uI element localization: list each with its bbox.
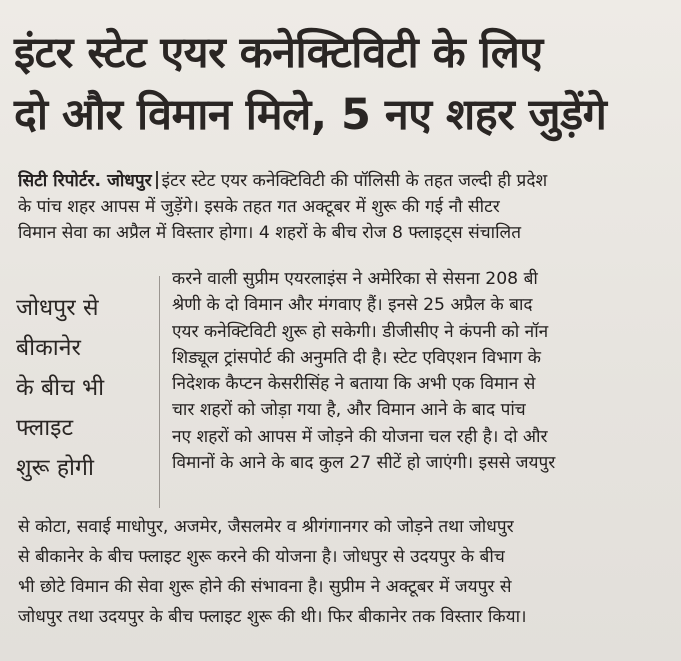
body-line: विमानों के आने के बाद कुल 27 सीटें हो जाएंगी। इससे जयपुर: [172, 453, 556, 474]
pull-quote: [16, 288, 154, 488]
body-line: चार शहरों को जोड़ा गया है, और विमान आने के बाद पांच: [172, 400, 526, 421]
pull-quote-line: फ्लाइट: [16, 415, 74, 441]
body-line: नए शहरों को आपस में जोड़ने की योजना चल रही है। दो और: [172, 426, 548, 447]
body-line: निदेशक कैप्टन केसरीसिंह ने बताया कि अभी एक विमान से: [172, 374, 536, 395]
body-line: शिड्यूल ट्रांसपोर्ट की अनुमति दी है। स्टेट एविएशन विभाग के: [172, 347, 541, 368]
closing-paragraph: [18, 512, 668, 632]
headline-line-2: दो और विमान मिले, 5 नए शहर जुड़ेंगे: [14, 90, 607, 140]
pull-quote-line: शुरू होगी: [16, 455, 94, 481]
pull-quote-line: के बीच भी: [16, 375, 105, 401]
headline: [14, 22, 669, 146]
column-divider: [159, 276, 160, 508]
intro-line: के पांच शहर आपस में जुड़ेंगे। इसके तहत गत अक्टूबर में शुरू की गई नौ सीटर: [18, 197, 500, 217]
body-line: श्रेणी के दो विमान और मंगवाए हैं। इनसे 25 अप्रैल के बाद: [172, 295, 533, 316]
intro-line: [18, 168, 666, 194]
closing-line: जोधपुर तथा उदयपुर के बीच फ्लाइट शुरू की थी। फिर बीकानेर तक विस्तार किया।: [18, 607, 527, 627]
pull-quote-line: जोधपुर से: [16, 295, 99, 321]
headline-line-1: इंटर स्टेट एयर कनेक्टिविटी के लिए: [14, 28, 543, 78]
byline-divider: [156, 171, 158, 189]
intro-line-text: इंटर स्टेट एयर कनेक्टिविटी की पॉलिसी के तहत जल्दी ही प्रदेश: [161, 171, 548, 191]
body-column: [172, 266, 666, 476]
body-line: करने वाली सुप्रीम एयरलाइंस ने अमेरिका से सेसना 208 बी: [172, 269, 538, 289]
byline: सिटी रिपोर्टर. जोधपुर: [18, 171, 152, 191]
closing-line: से बीकानेर के बीच फ्लाइट शुरू करने की योजना है। जोधपुर से उदयपुर के बीच: [18, 547, 505, 567]
body-line: एयर कनेक्टिविटी शुरू हो सकेगी। डीजीसीए ने कंपनी को नॉन: [172, 321, 549, 342]
closing-line: से कोटा, सवाई माधोपुर, अजमेर, जैसलमेर व श्रीगंगानगर को जोड़ने तथा जोधपुर: [18, 517, 514, 537]
intro-line: विमान सेवा का अप्रैल में विस्तार होगा। 4 शहरों के बीच रोज 8 फ्लाइट्स संचालित: [18, 223, 521, 243]
intro-paragraph: [18, 168, 666, 246]
closing-line: भी छोटे विमान की सेवा शुरू होने की संभावना है। सुप्रीम ने अक्टूबर में जयपुर से: [18, 577, 512, 597]
pull-quote-line: बीकानेर: [16, 335, 81, 361]
